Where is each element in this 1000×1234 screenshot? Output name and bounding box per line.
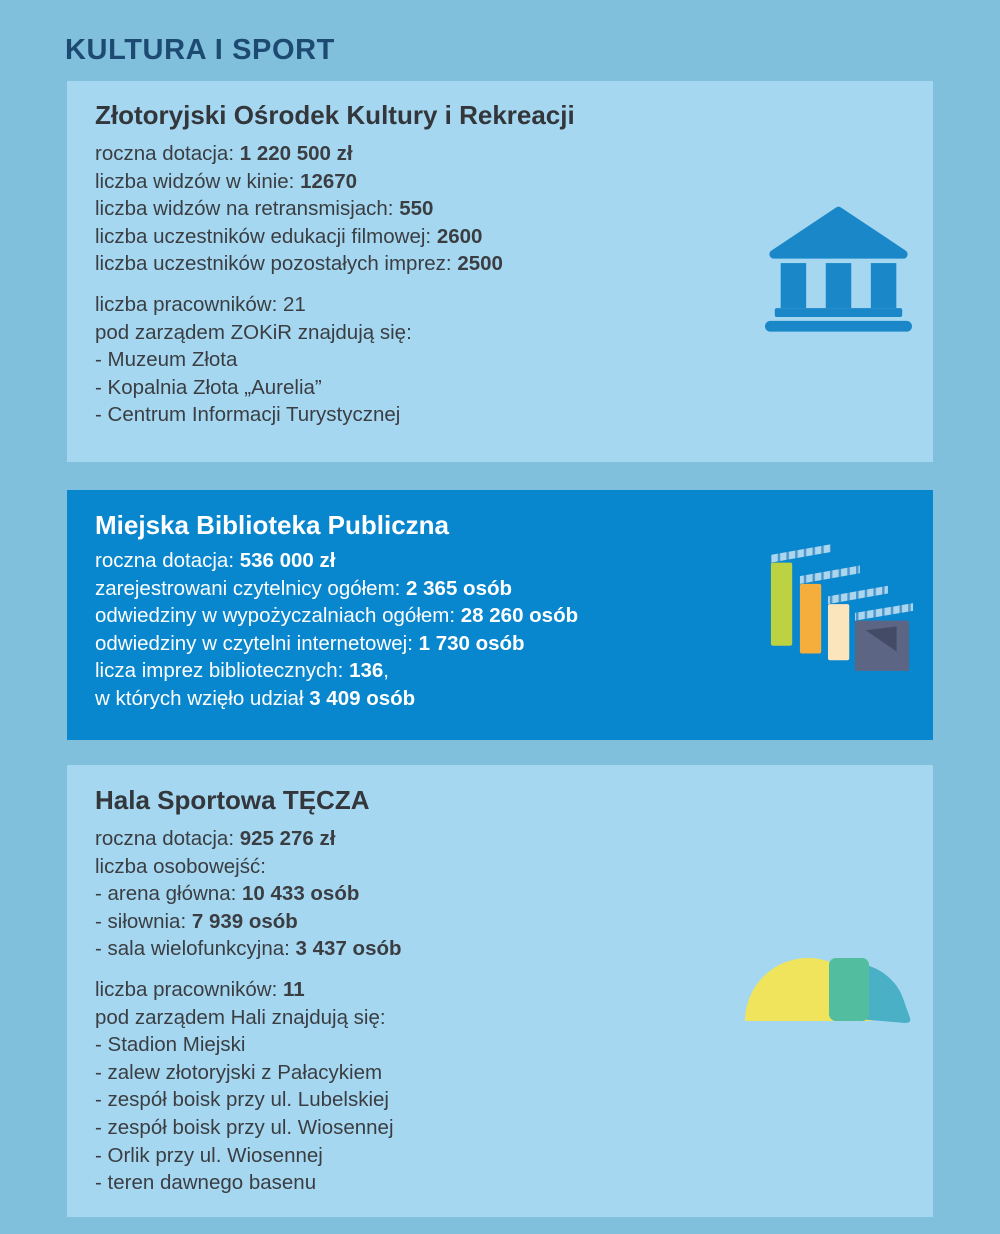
stat-line: - zespół boisk przy ul. Lubelskiej — [95, 1088, 389, 1112]
stat-line: odwiedziny w czytelni internetowej: 1 730 osób — [95, 631, 525, 655]
stat-line: liczba pracowników: 11 — [95, 977, 305, 1001]
card-library — [67, 490, 933, 740]
stat-value: 1 220 500 zł — [239, 142, 353, 165]
stat-line: roczna dotacja: 1 220 500 zł — [95, 142, 353, 165]
section-title: Miejska Biblioteka Publiczna — [95, 510, 449, 540]
stat-line: - Centrum Informacji Turystycznej — [95, 403, 401, 427]
page-title: KULTURA I SPORT — [65, 34, 335, 66]
stat-value: 2500 — [457, 252, 503, 276]
stats-group — [95, 291, 715, 429]
stat-value: 550 — [399, 197, 434, 221]
stat-line: - Orlik przy ul. Wiosennej — [95, 1143, 323, 1167]
stat-line: licza imprez bibliotecznych: 136, — [95, 659, 389, 683]
stat-line: liczba pracowników: 21 — [95, 292, 306, 316]
stat-line: - Kopalnia Złota „Aurelia” — [95, 375, 322, 399]
stat-line: roczna dotacja: 536 000 zł — [95, 549, 336, 572]
stats-group — [95, 976, 715, 1197]
stats-group — [95, 825, 715, 963]
dome-arena-icon — [743, 956, 913, 1024]
museum-icon — [765, 202, 912, 332]
stat-line: - zespół boisk przy ul. Wiosennej — [95, 1115, 394, 1139]
stats-group — [95, 547, 715, 713]
stat-line: liczba uczestników pozostałych imprez: 2500 — [95, 252, 503, 276]
stat-line: liczba widzów na retransmisjach: 550 — [95, 197, 434, 221]
stat-value: 11 — [283, 977, 305, 1001]
books-icon — [769, 543, 914, 674]
stat-line: odwiedziny w wypożyczalniach ogółem: 28 260 osób — [95, 604, 579, 628]
stat-line: - Muzeum Złota — [95, 348, 238, 372]
stat-line: liczba osobowejść: — [95, 854, 266, 878]
stat-line: - arena główna: 10 433 osób — [95, 882, 360, 906]
stat-line: roczna dotacja: 925 276 zł — [95, 827, 336, 850]
stat-value: 3 437 osób — [295, 937, 402, 961]
stat-value: 2600 — [436, 224, 483, 248]
stat-line: liczba widzów w kinie: 12670 — [95, 169, 358, 193]
stat-value: 28 260 osób — [460, 604, 579, 628]
stat-value: 925 276 zł — [239, 827, 336, 850]
stat-value: 7 939 osób — [191, 909, 298, 933]
stat-line: - Stadion Miejski — [95, 1033, 246, 1057]
stat-value: 10 433 osób — [242, 882, 360, 906]
stat-value: 12670 — [300, 169, 358, 193]
stat-line: pod zarządem Hali znajdują się: — [95, 1005, 386, 1029]
stat-value: 3 409 osób — [309, 686, 416, 710]
card-sports-hall — [67, 765, 933, 1217]
stat-value: 1 730 osób — [418, 631, 525, 655]
stat-line: w których wzięło udział 3 409 osób — [95, 686, 416, 710]
card-culture-center — [67, 81, 933, 462]
stat-line: - zalew złotoryjski z Pałacykiem — [95, 1060, 383, 1084]
stat-line: zarejestrowani czytelnicy ogółem: 2 365 osób — [95, 576, 513, 600]
stat-line: - sala wielofunkcyjna: 3 437 osób — [95, 937, 402, 961]
stat-line: pod zarządem ZOKiR znajdują się: — [95, 320, 412, 344]
stat-line: - siłownia: 7 939 osób — [95, 909, 298, 933]
stat-value: 2 365 osób — [406, 576, 513, 600]
stat-value: 136 — [349, 659, 384, 683]
stat-line: - teren dawnego basenu — [95, 1171, 317, 1195]
section-title: Złotoryjski Ośrodek Kultury i Rekreacji — [95, 100, 575, 130]
section-title: Hala Sportowa TĘCZA — [95, 785, 370, 815]
stats-group — [95, 140, 715, 278]
stat-line: liczba uczestników edukacji filmowej: 2600 — [95, 224, 483, 248]
stat-value: 536 000 zł — [239, 549, 336, 572]
